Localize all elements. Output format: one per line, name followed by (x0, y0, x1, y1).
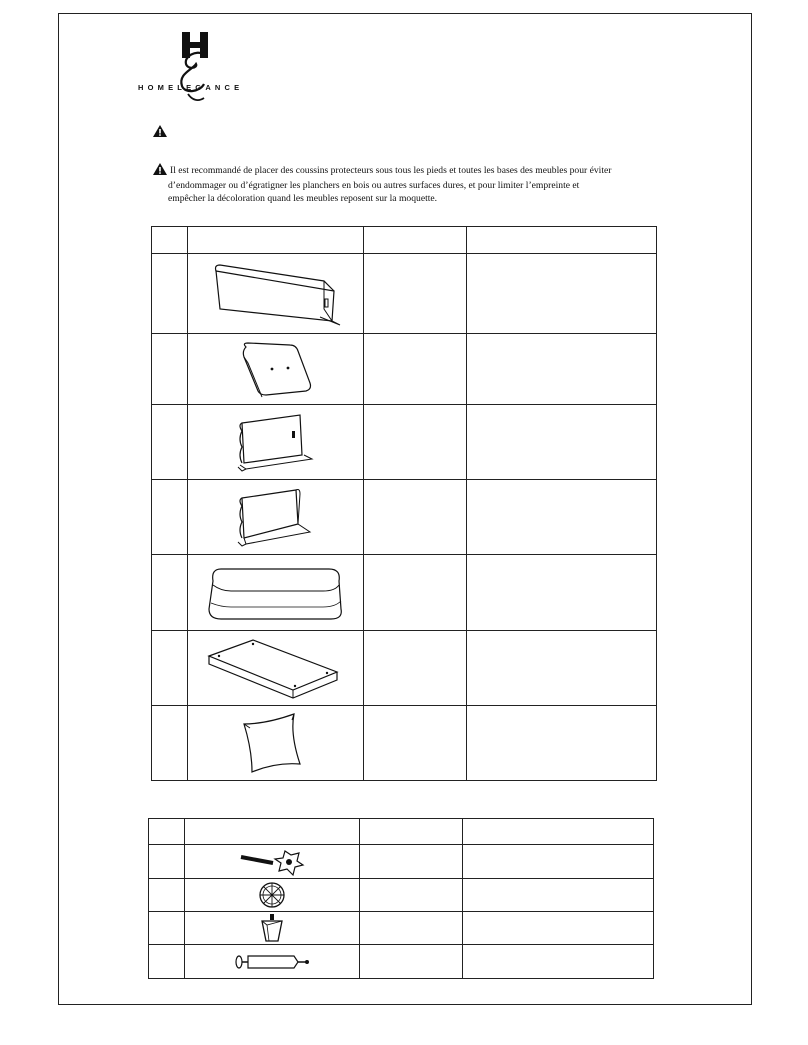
hardware-number-cell (149, 912, 185, 945)
hardware-desc-cell (462, 879, 653, 912)
table-row (152, 254, 657, 334)
brand-logo (138, 28, 268, 108)
part-qty-cell (364, 405, 466, 480)
tapered-leg-icon (257, 913, 287, 943)
arm-drawing-icon (226, 484, 326, 550)
hardware-desc-cell (462, 945, 653, 979)
header-cell (152, 227, 188, 254)
header-cell (188, 227, 364, 254)
hardware-number-cell (149, 879, 185, 912)
part-illustration-cell (188, 631, 364, 706)
notice-line-3: empêcher la décoloration quand les meubles reposent sur la moquette. (168, 193, 438, 204)
part-number-cell (152, 706, 188, 781)
part-desc-cell (466, 555, 656, 631)
logo-wordmark: HOMELEGANCE (138, 83, 244, 92)
warning-triangle-icon (153, 124, 167, 142)
table-row (152, 480, 657, 555)
hardware-qty-cell (360, 945, 463, 979)
table-row (152, 631, 657, 706)
part-illustration-cell (188, 555, 364, 631)
hardware-table (148, 818, 654, 979)
part-desc-cell (466, 706, 656, 781)
part-qty-cell (364, 706, 466, 781)
base-board-drawing-icon (201, 636, 351, 700)
table-header-row (152, 227, 657, 254)
hardware-illustration-cell (185, 945, 360, 979)
table-row (149, 912, 654, 945)
part-desc-cell (466, 334, 656, 405)
arm-with-latch-drawing-icon (226, 409, 326, 475)
part-number-cell (152, 334, 188, 405)
hardware-number-cell (149, 945, 185, 979)
part-number-cell (152, 480, 188, 555)
hardware-qty-cell (360, 912, 463, 945)
table-row (149, 945, 654, 979)
header-cell (466, 227, 656, 254)
part-number-cell (152, 631, 188, 706)
part-illustration-cell (188, 706, 364, 781)
header-cell (364, 227, 466, 254)
hardware-qty-cell (360, 879, 463, 912)
care-notice (153, 163, 693, 205)
table-row (149, 879, 654, 912)
part-qty-cell (364, 254, 466, 334)
table-row (149, 845, 654, 879)
back-panel-drawing-icon (206, 259, 346, 329)
header-cell (360, 819, 463, 845)
part-illustration-cell (188, 405, 364, 480)
header-cell (462, 819, 653, 845)
table-row (152, 405, 657, 480)
hardware-number-cell (149, 845, 185, 879)
table-header-row (149, 819, 654, 845)
wheel-icon (257, 880, 287, 910)
part-desc-cell (466, 254, 656, 334)
seat-cushion-drawing-icon (226, 337, 326, 401)
part-qty-cell (364, 334, 466, 405)
part-number-cell (152, 405, 188, 480)
hardware-desc-cell (462, 845, 653, 879)
warning-triangle-icon (153, 163, 167, 179)
hardware-qty-cell (360, 845, 463, 879)
connector-bar-icon (232, 950, 312, 974)
part-number-cell (152, 555, 188, 631)
part-illustration-cell (188, 480, 364, 555)
ottoman-cushion-drawing-icon (201, 561, 351, 625)
table-row (152, 706, 657, 781)
hardware-desc-cell (462, 912, 653, 945)
part-qty-cell (364, 631, 466, 706)
notice-line-2: d’endommager ou d’égratigner les planchers en bois ou autres surfaces dures, et pour limiter l’empreinte et (168, 180, 580, 191)
header-cell (149, 819, 185, 845)
star-knob-bolt-icon (237, 847, 307, 877)
part-desc-cell (466, 631, 656, 706)
part-qty-cell (364, 480, 466, 555)
fabric-cover-drawing-icon (226, 710, 326, 776)
hardware-illustration-cell (185, 912, 360, 945)
header-cell (185, 819, 360, 845)
part-illustration-cell (188, 254, 364, 334)
table-row (152, 555, 657, 631)
notice-text-1: Il est recommandé de placer des coussins protecteurs sous tous les pieds et toutes les bases des meubles pour éviter (170, 165, 612, 176)
logo-mark-icon (138, 28, 268, 108)
hardware-illustration-cell (185, 845, 360, 879)
part-qty-cell (364, 555, 466, 631)
parts-table (151, 226, 657, 781)
part-number-cell (152, 254, 188, 334)
hardware-illustration-cell (185, 879, 360, 912)
notice-line-1 (153, 163, 693, 179)
part-illustration-cell (188, 334, 364, 405)
part-desc-cell (466, 480, 656, 555)
table-row (152, 334, 657, 405)
part-desc-cell (466, 405, 656, 480)
